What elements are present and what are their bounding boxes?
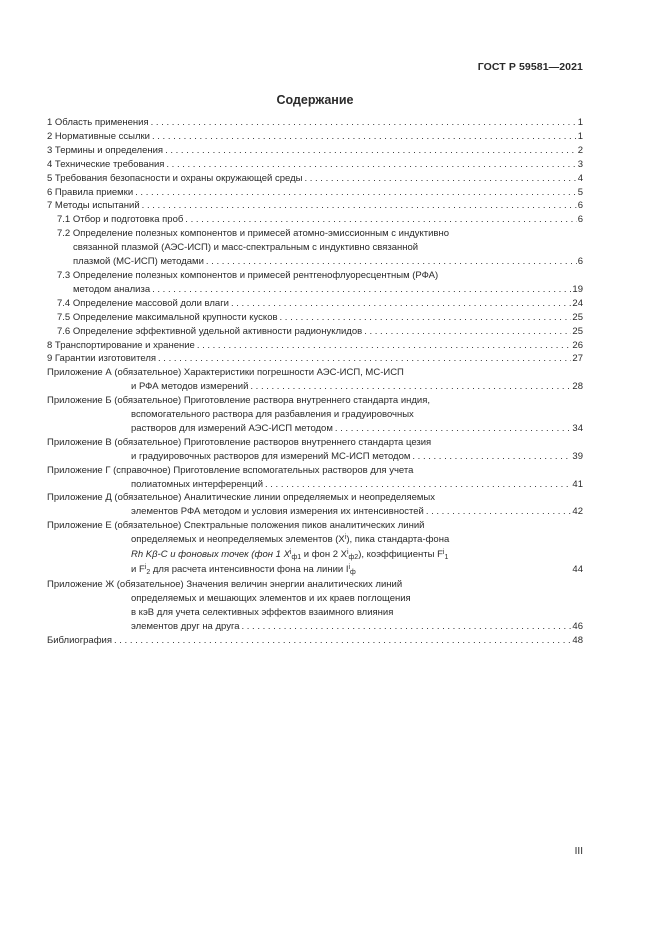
toc-page-number: 5 <box>577 186 583 198</box>
toc-entry-4[interactable]: 4 Технические требования . . . 3 <box>47 158 583 172</box>
dot-leader <box>142 199 577 213</box>
toc-page-number: 39 <box>572 450 583 462</box>
dot-leader <box>242 620 572 634</box>
toc-page-number: 42 <box>572 506 583 518</box>
toc-page-number: 44 <box>572 564 583 575</box>
dot-leader <box>304 172 576 186</box>
toc-page-number: 4 <box>577 172 583 184</box>
toc-page-number: 3 <box>577 158 583 170</box>
toc-appendix-b[interactable]: Приложение Б (обязательное) Приготовление раствора внутреннего стандарта индия, вспомогательного раствора для разбавления и градуировочных растворов для измерений АЭС-ИСП методом . . . 34 <box>47 394 583 436</box>
toc-page-number: 19 <box>572 283 583 295</box>
toc-appendix-e[interactable]: Приложение Е (обязательное) Спектральные положения пиков аналитических линий определяемых и неопределяемых элементов $(X^i)$, пика стандарта-фона Rh Kβ-C и фоновых точек (фон 1 $X^i_{ф1}$ и фон 2 $X^i_{ф2}$), коэффициенты $F^i_1$ и $F^i_2$ для расчета интенсивности фона на линии $I^i_ф$ 44 <box>47 520 583 576</box>
dot-leader <box>364 325 571 339</box>
toc-page-number: 27 <box>572 353 583 365</box>
dot-leader <box>412 450 571 464</box>
dot-leader <box>152 130 577 144</box>
toc-appendix-a[interactable]: Приложение А (обязательное) Характеристики погрешности АЭС-ИСП, МС-ИСП и РФА методов измерений . . . 28 <box>47 366 583 394</box>
dot-leader <box>426 505 572 519</box>
toc-page-number: 25 <box>572 311 583 323</box>
toc-page-number: 48 <box>572 634 583 646</box>
page-number: III <box>574 846 583 857</box>
toc-page-number: 41 <box>572 478 583 490</box>
dot-leader <box>135 186 577 200</box>
standard-code: ГОСТ Р 59581—2021 <box>477 61 583 73</box>
toc-entry-7-2[interactable]: 7.2 Определение полезных компонентов и примесей атомно-эмиссионным с индуктивно связанной плазмой (АЭС-ИСП) и масс-спектральным с индуктивно связанной плазмой (МС-ИСП) методами . . . 6 <box>47 227 583 269</box>
toc-page-number: 24 <box>572 297 583 309</box>
toc-entry-5[interactable]: 5 Требования безопасности и охраны окружающей среды . . . 4 <box>47 172 583 186</box>
dot-leader <box>250 380 571 394</box>
dot-leader <box>197 339 572 353</box>
toc-appendix-g[interactable]: Приложение Г (справочное) Приготовление вспомогательных растворов для учета полиатомных интерференций . . . 41 <box>47 464 583 492</box>
toc-entry-7-5[interactable]: 7.5 Определение максимальной крупности кусков . . . 25 <box>47 311 583 325</box>
dot-leader <box>265 478 571 492</box>
toc-page-number: 2 <box>577 144 583 156</box>
toc-entry-7-4[interactable]: 7.4 Определение массовой доли влаги . . . 24 <box>47 297 583 311</box>
dot-leader <box>152 283 571 297</box>
toc-entry-7-3[interactable]: 7.3 Определение полезных компонентов и примесей рентгенофлуоресцентным (РФА) методом анализа . . . 19 <box>47 269 583 297</box>
toc-page-number: 34 <box>572 422 583 434</box>
toc-page-number: 26 <box>572 339 583 351</box>
dot-leader <box>206 255 577 269</box>
dot-leader <box>158 352 571 366</box>
toc-page-number: 6 <box>577 200 583 212</box>
toc-entry-8[interactable]: 8 Транспортирование и хранение . . . 26 <box>47 339 583 353</box>
toc-entry-1[interactable]: 1 Область применения . . . 1 <box>47 116 583 130</box>
dot-leader <box>280 311 572 325</box>
dot-leader <box>151 116 577 130</box>
toc-entry-7-1[interactable]: 7.1 Отбор и подготовка проб . . . 6 <box>47 213 583 227</box>
toc-entry-6[interactable]: 6 Правила приемки . . . 5 <box>47 186 583 200</box>
dot-leader <box>114 634 571 648</box>
toc-appendix-d[interactable]: Приложение Д (обязательное) Аналитические линии определяемых и неопределяемых элементов РФА методом и условия измерения их интенсивностей . . . 42 <box>47 491 583 519</box>
dot-leader <box>231 297 571 311</box>
dot-leader <box>166 158 576 172</box>
toc-page-number: 28 <box>572 381 583 393</box>
toc-entry-2[interactable]: 2 Нормативные ссылки . . . 1 <box>47 130 583 144</box>
toc-page-number: 1 <box>577 117 583 128</box>
toc-entry-7[interactable]: 7 Методы испытаний . . . 6 <box>47 199 583 213</box>
toc-title: Содержание <box>276 93 354 107</box>
dot-leader <box>165 144 577 158</box>
toc-entry-9[interactable]: 9 Гарантии изготовителя . . . 27 <box>47 352 583 366</box>
toc-page-number: 6 <box>577 214 583 226</box>
toc-bibliography[interactable]: Библиография . . . 48 <box>47 634 583 648</box>
toc-page-number: 1 <box>577 130 583 142</box>
toc-page-number: 6 <box>577 256 583 268</box>
table-of-contents <box>47 116 583 647</box>
toc-page-number: 25 <box>572 325 583 337</box>
toc-appendix-v[interactable]: Приложение В (обязательное) Приготовление растворов внутреннего стандарта цезия и градуировочных растворов для измерений МС-ИСП методом . . . 39 <box>47 436 583 464</box>
dot-leader <box>335 422 572 436</box>
dot-leader <box>185 213 576 227</box>
toc-page-number: 46 <box>572 620 583 632</box>
toc-entry-7-6[interactable]: 7.6 Определение эффективной удельной активности радионуклидов . . . 25 <box>47 325 583 339</box>
toc-entry-3[interactable]: 3 Термины и определения . . . 2 <box>47 144 583 158</box>
toc-appendix-zh[interactable]: Приложение Ж (обязательное) Значения величин энергии аналитических линий определяемых и мешающих элементов и их краев поглощения в кэВ для учета селективных эффектов взаимного влияния элементов друг на друга . . . 46 <box>47 578 583 634</box>
